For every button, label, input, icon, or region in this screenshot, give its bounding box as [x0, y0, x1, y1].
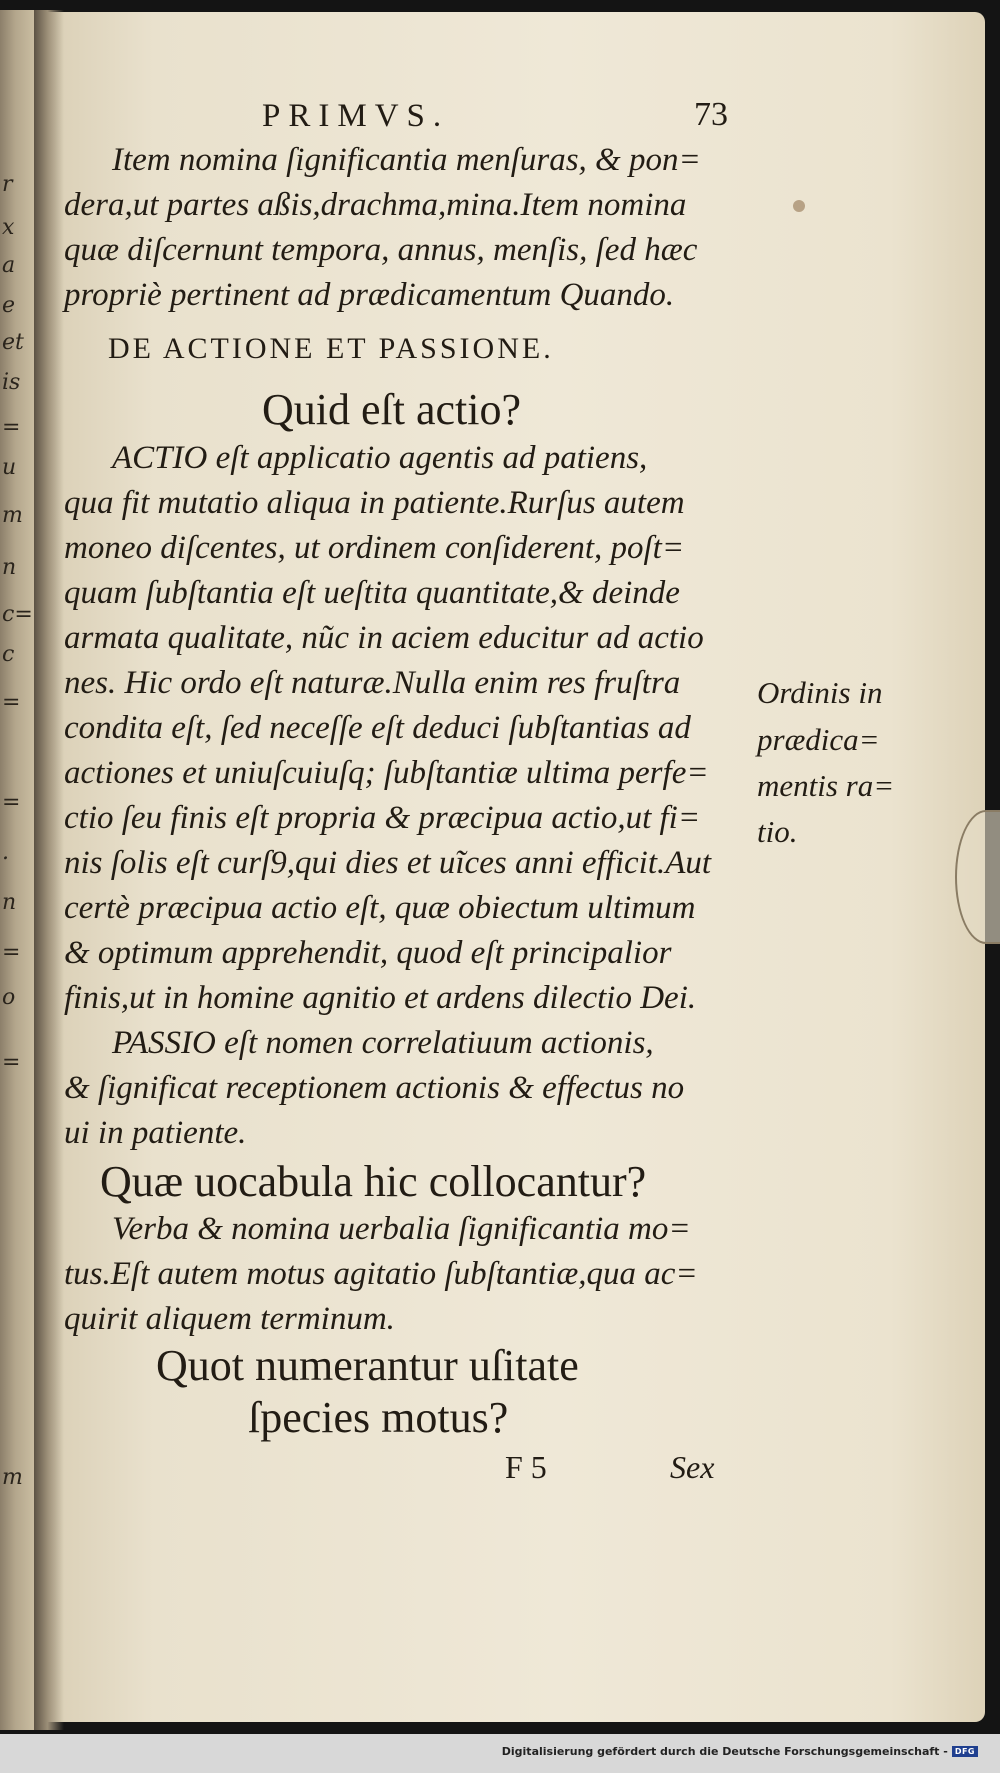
margin-note-line: mentis ra=: [757, 768, 895, 803]
digitization-credit: [502, 1745, 978, 1758]
question-heading: Quot numerantur uſitate: [156, 1341, 579, 1390]
text-line: Verba & nomina uerbalia ſignificantia mo=: [112, 1211, 691, 1247]
margin-note-line: tio.: [757, 814, 798, 849]
prev-page-fragment: =: [2, 940, 21, 965]
text-line: ACTIO eſt applicatio agentis ad patiens,: [112, 440, 648, 476]
prev-page-fragment: m: [2, 1465, 23, 1490]
previous-page-edge: [0, 10, 38, 1730]
dfg-logo: DFG: [952, 1746, 978, 1757]
question-heading: ſpecies motus?: [248, 1393, 509, 1442]
text-line: quam ſubſtantia eſt ueſtita quantitate,& deinde: [64, 575, 680, 611]
prev-page-fragment: =: [2, 690, 21, 715]
text-line: quæ diſcernunt tempora, annus, menſis, ſed hæc: [64, 232, 698, 268]
text-line: tus.Eſt autem motus agitatio ſubſtantiæ,qua ac=: [64, 1256, 698, 1292]
text-line: PASSIO eſt nomen correlatiuum actionis,: [112, 1025, 654, 1061]
signature-mark: F 5: [505, 1449, 547, 1485]
prev-page-fragment: n: [2, 555, 17, 580]
text-line: dera,ut partes aßis,drachma,mina.Item nomina: [64, 187, 687, 223]
text-line: moneo diſcentes, ut ordinem conſiderent, poſt=: [64, 530, 685, 566]
text-line: & optimum apprehendit, quod eſt principalior: [64, 935, 672, 971]
prev-page-fragment: .: [2, 840, 9, 865]
text-line: actiones et uniuſcuiuſq; ſubſtantiæ ultima perfe=: [64, 755, 709, 791]
prev-page-fragment: is: [2, 370, 21, 395]
prev-page-fragment: x: [2, 215, 15, 240]
prev-page-fragment: a: [2, 253, 16, 278]
prev-page-fragment: m: [2, 503, 23, 528]
margin-note-line: prædica=: [757, 722, 880, 757]
prev-page-fragment: c=: [2, 602, 33, 627]
text-line: qua fit mutatio aliqua in patiente.Rurſus autem: [64, 485, 685, 521]
text-line: nes. Hic ordo eſt naturæ.Nulla enim res fruſtra: [64, 665, 681, 701]
text-line: Item nomina ſignificantia menſuras, & pon=: [112, 142, 701, 178]
prev-page-fragment: o: [2, 985, 16, 1010]
prev-page-fragment: =: [2, 415, 21, 440]
text-line: ctio ſeu finis eſt propria & præcipua actio,ut fi=: [64, 800, 701, 836]
credit-text: Digitalisierung gefördert durch die Deutsche Forschungsgemeinschaft -: [501, 1745, 948, 1758]
prev-page-fragment: r: [2, 172, 13, 197]
previous-page-fragments: [0, 10, 38, 1730]
page-gutter-shadow: [34, 10, 64, 1730]
ink-stain: [793, 200, 805, 212]
prev-page-fragment: c: [2, 642, 15, 667]
prev-page-fragment: =: [2, 1050, 21, 1075]
catchword: Sex: [670, 1449, 715, 1485]
margin-note-line: Ordinis in: [757, 675, 883, 710]
text-line: & ſignificat receptionem actionis & effectus no: [64, 1070, 685, 1106]
question-heading: Quæ uocabula hic collocantur?: [100, 1157, 647, 1206]
text-line: armata qualitate, nũc in aciem educitur ad actio: [64, 620, 704, 656]
section-heading: DE ACTIONE ET PASSIONE.: [108, 332, 554, 365]
prev-page-fragment: =: [2, 790, 21, 815]
text-line: quirit aliquem terminum.: [64, 1301, 395, 1337]
text-line: condita eſt, ſed neceſſe eſt deduci ſubſtantias ad: [64, 710, 691, 746]
question-heading: Quid eſt actio?: [262, 385, 522, 434]
prev-page-fragment: u: [2, 455, 17, 480]
text-line: propriè pertinent ad prædicamentum Quando.: [64, 277, 675, 313]
text-line: certè præcipua actio eſt, quæ obiectum ultimum: [64, 890, 696, 926]
text-line: nis ſolis eſt curſ9,qui dies et uĩces anni efficit.Aut: [64, 845, 712, 881]
text-line: ui in patiente.: [64, 1115, 247, 1151]
text-line: finis,ut in homine agnitio et ardens dilectio Dei.: [64, 980, 697, 1016]
running-head: PRIMVS.: [262, 98, 450, 134]
prev-page-fragment: e: [2, 293, 16, 318]
prev-page-fragment: n: [2, 890, 17, 915]
prev-page-fragment: et: [2, 330, 24, 355]
page-number: 73: [694, 96, 728, 133]
